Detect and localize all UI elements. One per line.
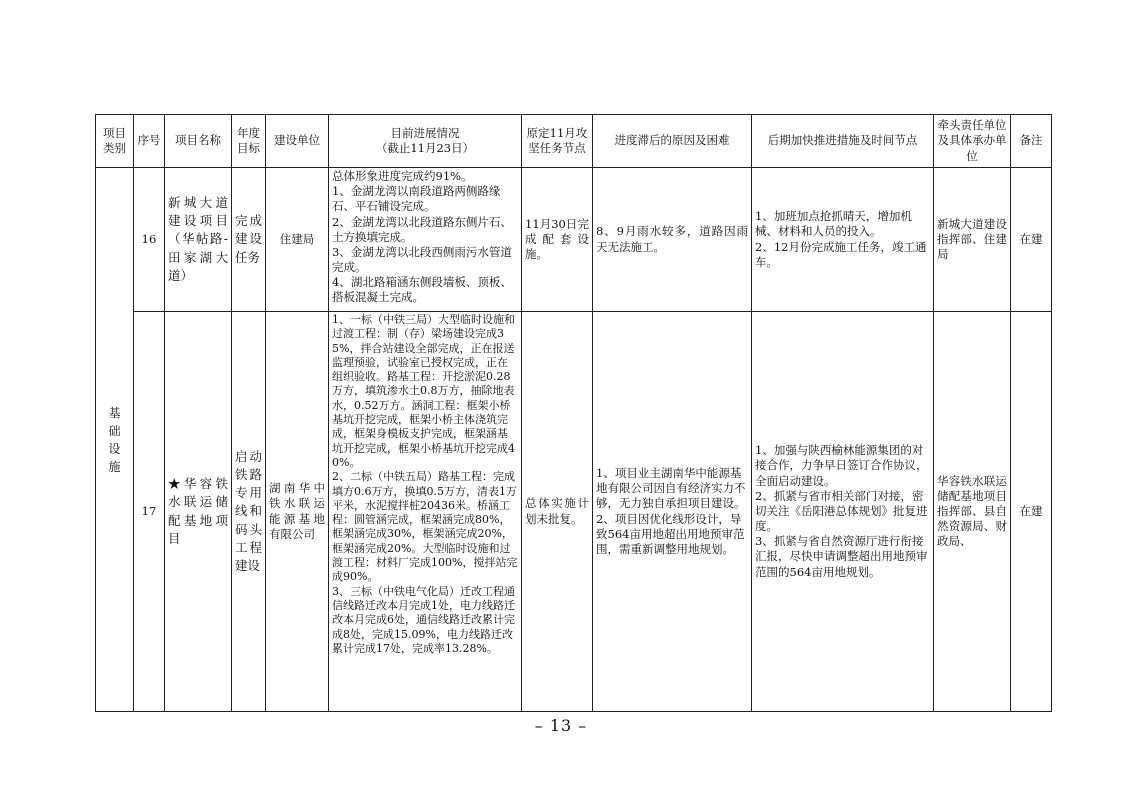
- row-name: 新城大道建设项目（华帖路-田家湖大道）: [165, 168, 232, 312]
- row-lead: 新城大道建设指挥部、住建局: [934, 168, 1011, 312]
- header-seq: 序号: [134, 115, 165, 168]
- row-name: ★华容铁水联运储配基地项目: [165, 312, 232, 712]
- category-cell: [96, 168, 134, 712]
- header-name: 项目名称: [165, 115, 232, 168]
- row-target: 启动铁路专用线和码头工程建设: [232, 312, 266, 712]
- table-row: [96, 168, 1052, 312]
- row-remark: 在建: [1011, 312, 1052, 712]
- row-progress: 1、一标（中铁三局）大型临时设施和过渡工程：制（存）梁场建设完成35%，拌合站建设全部完成，正在报送监理预验，试验室已授权完成，正在组织验收。路基工程：开挖淤泥0.28万方，填筑渗水土0.8万方，抽除地表水，0.52万方。涵洞工程：框架小桥基坑开挖完成，框架小桥主体浇筑完成，框架身模板支护完成，框架涵基坑开挖完成，框架小桥基坑开挖完成40%。 2、二标（中铁五局）路基工程：完成填方0.6万方，换填0.5万方，清表1万平米，水泥搅拌桩20436米。桥涵工程：圆管涵完成，框架涵完成80%，框架涵完成30%，框架涵完成20%，框架涵完成20%。大型临时设施和过渡工程：材料厂完成100%，搅拌站完成90%。 3、三标（中铁电气化局）迁改工程通信线路迁改本月完成1处，电力线路迁改本月完成6处，通信线路迁改累计完成8处，完成15.09%，电力线路迁改累计完成17处，完成率13.28%。: [329, 312, 522, 712]
- row-node: 总体实施计划未批复。: [522, 312, 593, 712]
- header-remark: 备注: [1011, 115, 1052, 168]
- row-delay: 8、9月雨水较多，道路因雨天无法施工。: [593, 168, 752, 312]
- category-label: 基础设施: [108, 405, 121, 474]
- header-node: 原定11月攻坚任务节点: [522, 115, 593, 168]
- header-unit: 建设单位: [266, 115, 329, 168]
- row-target: 完成建设任务: [232, 168, 266, 312]
- header-target: 年度目标: [232, 115, 266, 168]
- row-measures: 1、加班加点抢抓晴天，增加机械、材料和人员的投入。 2、12月份完成施工任务，竣工通车。: [752, 168, 934, 312]
- header-delay: 进度滞后的原因及困难: [593, 115, 752, 168]
- progress-table: [95, 114, 1052, 712]
- page-number: – 13 –: [534, 716, 588, 735]
- header-progress: 目前进展情况 （截止11月23日）: [329, 115, 522, 168]
- row-node: 11月30日完成配套设施。: [522, 168, 593, 312]
- header-measures: 后期加快推进措施及时间节点: [752, 115, 934, 168]
- row-progress: 总体形象进度完成约91%。 1、金湖龙湾以南段道路两侧路缘石、平石铺设完成。 2、金湖龙湾以北段道路东侧片石、土方换填完成。 3、金湖龙湾以北段西侧雨污水管道完成。 4、湖北路箱涵东侧段墙板、顶板、搭板混凝土完成。: [329, 168, 522, 312]
- header-category: 项目类别: [96, 115, 134, 168]
- row-seq: 16: [134, 168, 165, 312]
- row-lead: 华容铁水联运储配基地项目指挥部、县自然资源局、财政局、: [934, 312, 1011, 712]
- header-row: [96, 115, 1052, 168]
- row-seq: 17: [134, 312, 165, 712]
- row-delay: 1、项目业主湖南华中能源基地有限公司因自有经济实力不够，无力独自承担项目建设。 2、项目因优化线形设计，导致564亩用地超出用地预审范围，需重新调整用地规划。: [593, 312, 752, 712]
- row-measures: 1、加强与陕西榆林能源集团的对接合作，力争早日签订合作协议，全面启动建设。 2、抓紧与省市相关部门对接，密切关注《岳阳港总体规划》批复进度。 3、抓紧与省自然资源厅进行衔接汇报，尽快申请调整超出用地预审范围的564亩用地规划。: [752, 312, 934, 712]
- row-remark: 在建: [1011, 168, 1052, 312]
- row-unit: 湖南华中铁水联运能源基地有限公司: [266, 312, 329, 712]
- row-unit: 住建局: [266, 168, 329, 312]
- header-lead: 牵头责任单位及具体承办单位: [934, 115, 1011, 168]
- table-row: [96, 312, 1052, 712]
